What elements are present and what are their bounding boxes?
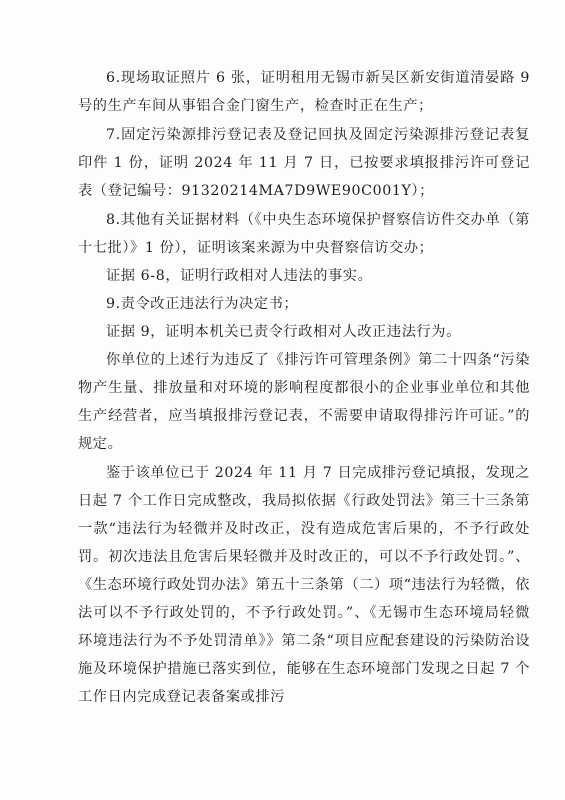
paragraph-evidence-8: 8.其他有关证据材料（《中央生态环境保护督察信访件交办单（第十七批）》1 份），证明该案来源为中央督察信访交办； (78, 212, 530, 256)
paragraph-evidence-6-8-summary: 证据 6-8，证明行政相对人违法的事实。 (106, 268, 373, 284)
paragraph-decision-basis: 鉴于该单位已于 2024 年 11 月 7 日完成排污登记填报，发现之日起 7 个工作日完成整改，我局拟依据《行政处罚法》第三十三条第一款“违法行为轻微并及时改正，没有造成危害后果的，不予行政处罚。初次违法且危害后果轻微并及时改正的，可以不予行政处罚。”、《生态环境行政处罚办法》第五十三条第（二）项“违法行为轻微，依法可以不予行政处罚的，不予行政处罚。”、《无锡市生态环境局轻微环境违法行为不予处罚清单》》第二条“项目应配套建设的污染防治设施及环境保护措施已落实到位，能够在生态环境部门发现之日起 7 个工作日内完成登记表备案或排污 (78, 465, 530, 705)
paragraph-evidence-7: 7.固定污染源排污登记表及登记回执及固定污染源排污登记表复印件 1 份，证明 2024 年 11 月 7 日，已按要求填报排污许可登记表（登记编号：91320214MA7D9WE90C001Y）； (78, 127, 530, 199)
document-body (78, 64, 530, 711)
paragraph-evidence-9-summary: 证据 9，证明本机关已责令行政相对人改正违法行为。 (106, 324, 461, 340)
paragraph-evidence-9: 9.责令改正违法行为决定书； (106, 296, 299, 312)
paragraph-evidence-6: 6.现场取证照片 6 张，证明租用无锡市新吴区新安街道清晏路 9 号的生产车间从事铝合金门窗生产，检查时正在生产； (78, 70, 530, 114)
paragraph-violation-statement: 你单位的上述行为违反了《排污许可管理条例》第二十四条“污染物产生量、排放量和对环境的影响程度都很小的企业事业单位和其他生产经营者，应当填报排污登记表，不需要申请取得排污许可证。”的规定。 (78, 352, 530, 452)
